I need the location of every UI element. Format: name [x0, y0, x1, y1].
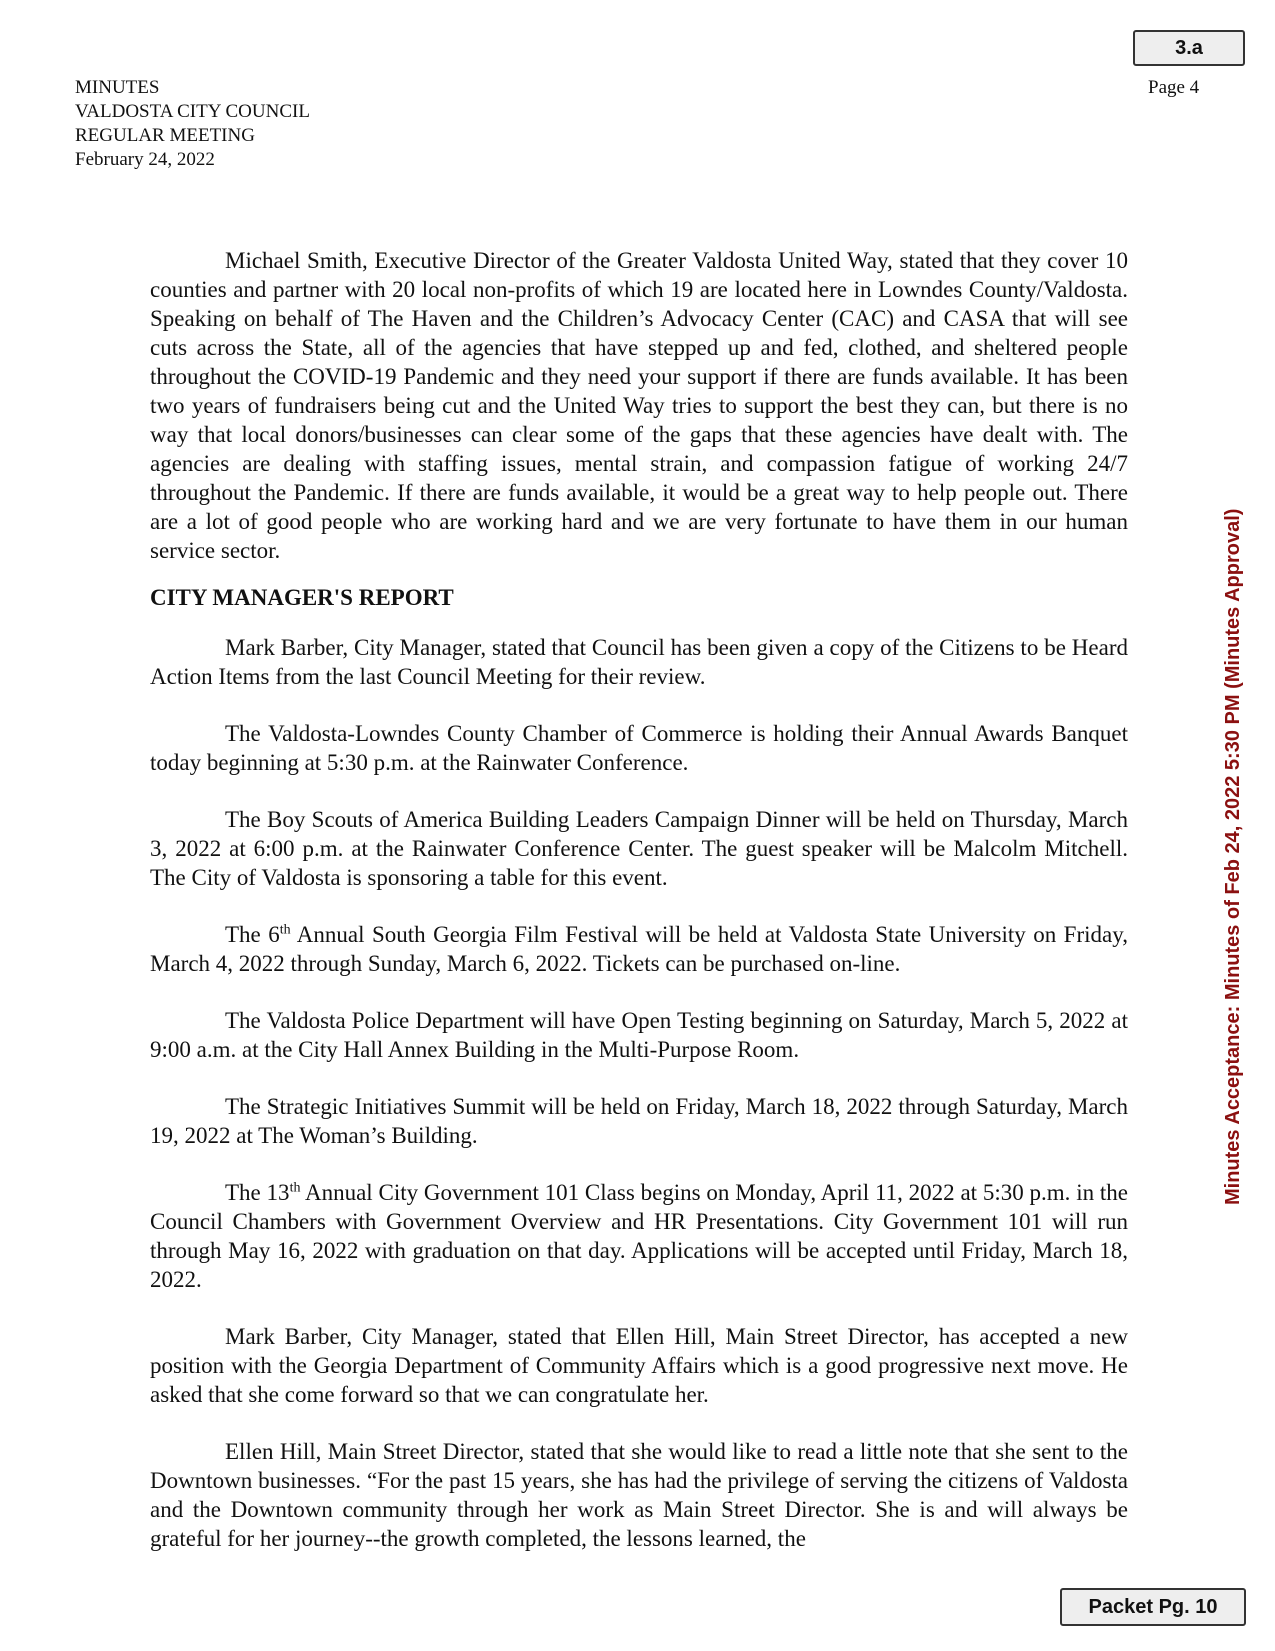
film-festival-text-b: Annual South Georgia Film Festival will be held at Valdosta State University on Friday, March 4, 2022 through Sunday, March 6, 2022. Tickets can be purchased on-line.: [150, 922, 1128, 976]
film-festival-ordinal: th: [279, 922, 291, 938]
header-line-minutes: MINUTES: [75, 77, 160, 98]
section-heading: CITY MANAGER'S REPORT: [150, 585, 454, 610]
government-101-text-b: Annual City Government 101 Class begins on Monday, April 11, 2022 at 5:30 p.m. in the Council Chambers with Government Overview and HR Presentations. City Government 101 will run through May 16, 2022 with graduation on that day. Applications will be accepted until Friday, March 18, 2022.: [150, 1180, 1128, 1292]
paragraph-boy-scouts: The Boy Scouts of America Building Leaders Campaign Dinner will be held on Thursday, March 3, 2022 at 6:00 p.m. at the Rainwater Conference Center. The guest speaker will be Malcolm Mitchell. The City of Valdosta is sponsoring a table for this event.: [150, 807, 1128, 890]
packet-page-box: Packet Pg. 10: [1060, 1588, 1246, 1626]
paragraph-film-festival: [150, 920, 1128, 978]
header-line-date: February 24, 2022: [75, 149, 215, 170]
government-101-ordinal: th: [289, 1180, 301, 1196]
header-line-meeting: REGULAR MEETING: [75, 125, 255, 146]
header-line-council: VALDOSTA CITY COUNCIL: [75, 101, 310, 122]
paragraph-strategic-summit: The Strategic Initiatives Summit will be held on Friday, March 18, 2022 through Saturday, March 19, 2022 at The Woman’s Building.: [150, 1094, 1128, 1148]
government-101-text-a: The 13: [225, 1180, 290, 1205]
paragraph-government-101: [150, 1178, 1128, 1294]
paragraph-united-way: Michael Smith, Executive Director of the Greater Valdosta United Way, stated that they cover 10 counties and partner with 20 local non-profits of which 19 are located here in Lowndes County/Valdosta. Speaking on behalf of The Haven and the Children’s Advocacy Center (CAC) and CASA that will see cuts across the State, all of the agencies that have stepped up and fed, clothed, and sheltered people throughout the COVID-19 Pandemic and they need your support if there are funds available. It has been two years of fundraisers being cut and the United Way tries to support the best they can, but there is no way that local donors/businesses can clear some of the gaps that these agencies have dealt with. The agencies are dealing with staffing issues, mental strain, and compassion fatigue of working 24/7 throughout the Pandemic. If there are funds available, it would be a great way to help people out. There are a lot of good people who are working hard and we are very fortunate to have them in our human service sector.: [150, 248, 1128, 563]
film-festival-text-a: The 6: [225, 922, 280, 947]
item-tag: 3.a: [1133, 30, 1245, 66]
paragraph-action-items: Mark Barber, City Manager, stated that Council has been given a copy of the Citizens to be Heard Action Items from the last Council Meeting for their review.: [150, 635, 1128, 689]
paragraph-police-testing: The Valdosta Police Department will have Open Testing beginning on Saturday, March 5, 2022 at 9:00 a.m. at the City Hall Annex Building in the Multi-Purpose Room.: [150, 1008, 1128, 1062]
document-header: [75, 76, 310, 172]
paragraph-ellen-hill-position: Mark Barber, City Manager, stated that Ellen Hill, Main Street Director, has accepted a new position with the Georgia Department of Community Affairs which is a good progressive next move. He asked that she come forward so that we can congratulate her.: [150, 1324, 1128, 1407]
paragraph-ellen-hill-note: Ellen Hill, Main Street Director, stated that she would like to read a little note that she sent to the Downtown businesses. “For the past 15 years, she has had the privilege of serving the citizens of Valdosta and the Downtown community through her work as Main Street Director. She is and will always be grateful for her journey--the growth completed, the lessons learned, the: [150, 1439, 1128, 1551]
document-body: [150, 246, 1128, 1553]
paragraph-chamber-banquet: The Valdosta-Lowndes County Chamber of Commerce is holding their Annual Awards Banquet today beginning at 5:30 p.m. at the Rainwater Conference.: [150, 721, 1128, 775]
minutes-acceptance-sidebar: Minutes Acceptance: Minutes of Feb 24, 2022 5:30 PM (Minutes Approval): [1222, 508, 1244, 1205]
page-number: Page 4: [1148, 77, 1200, 98]
